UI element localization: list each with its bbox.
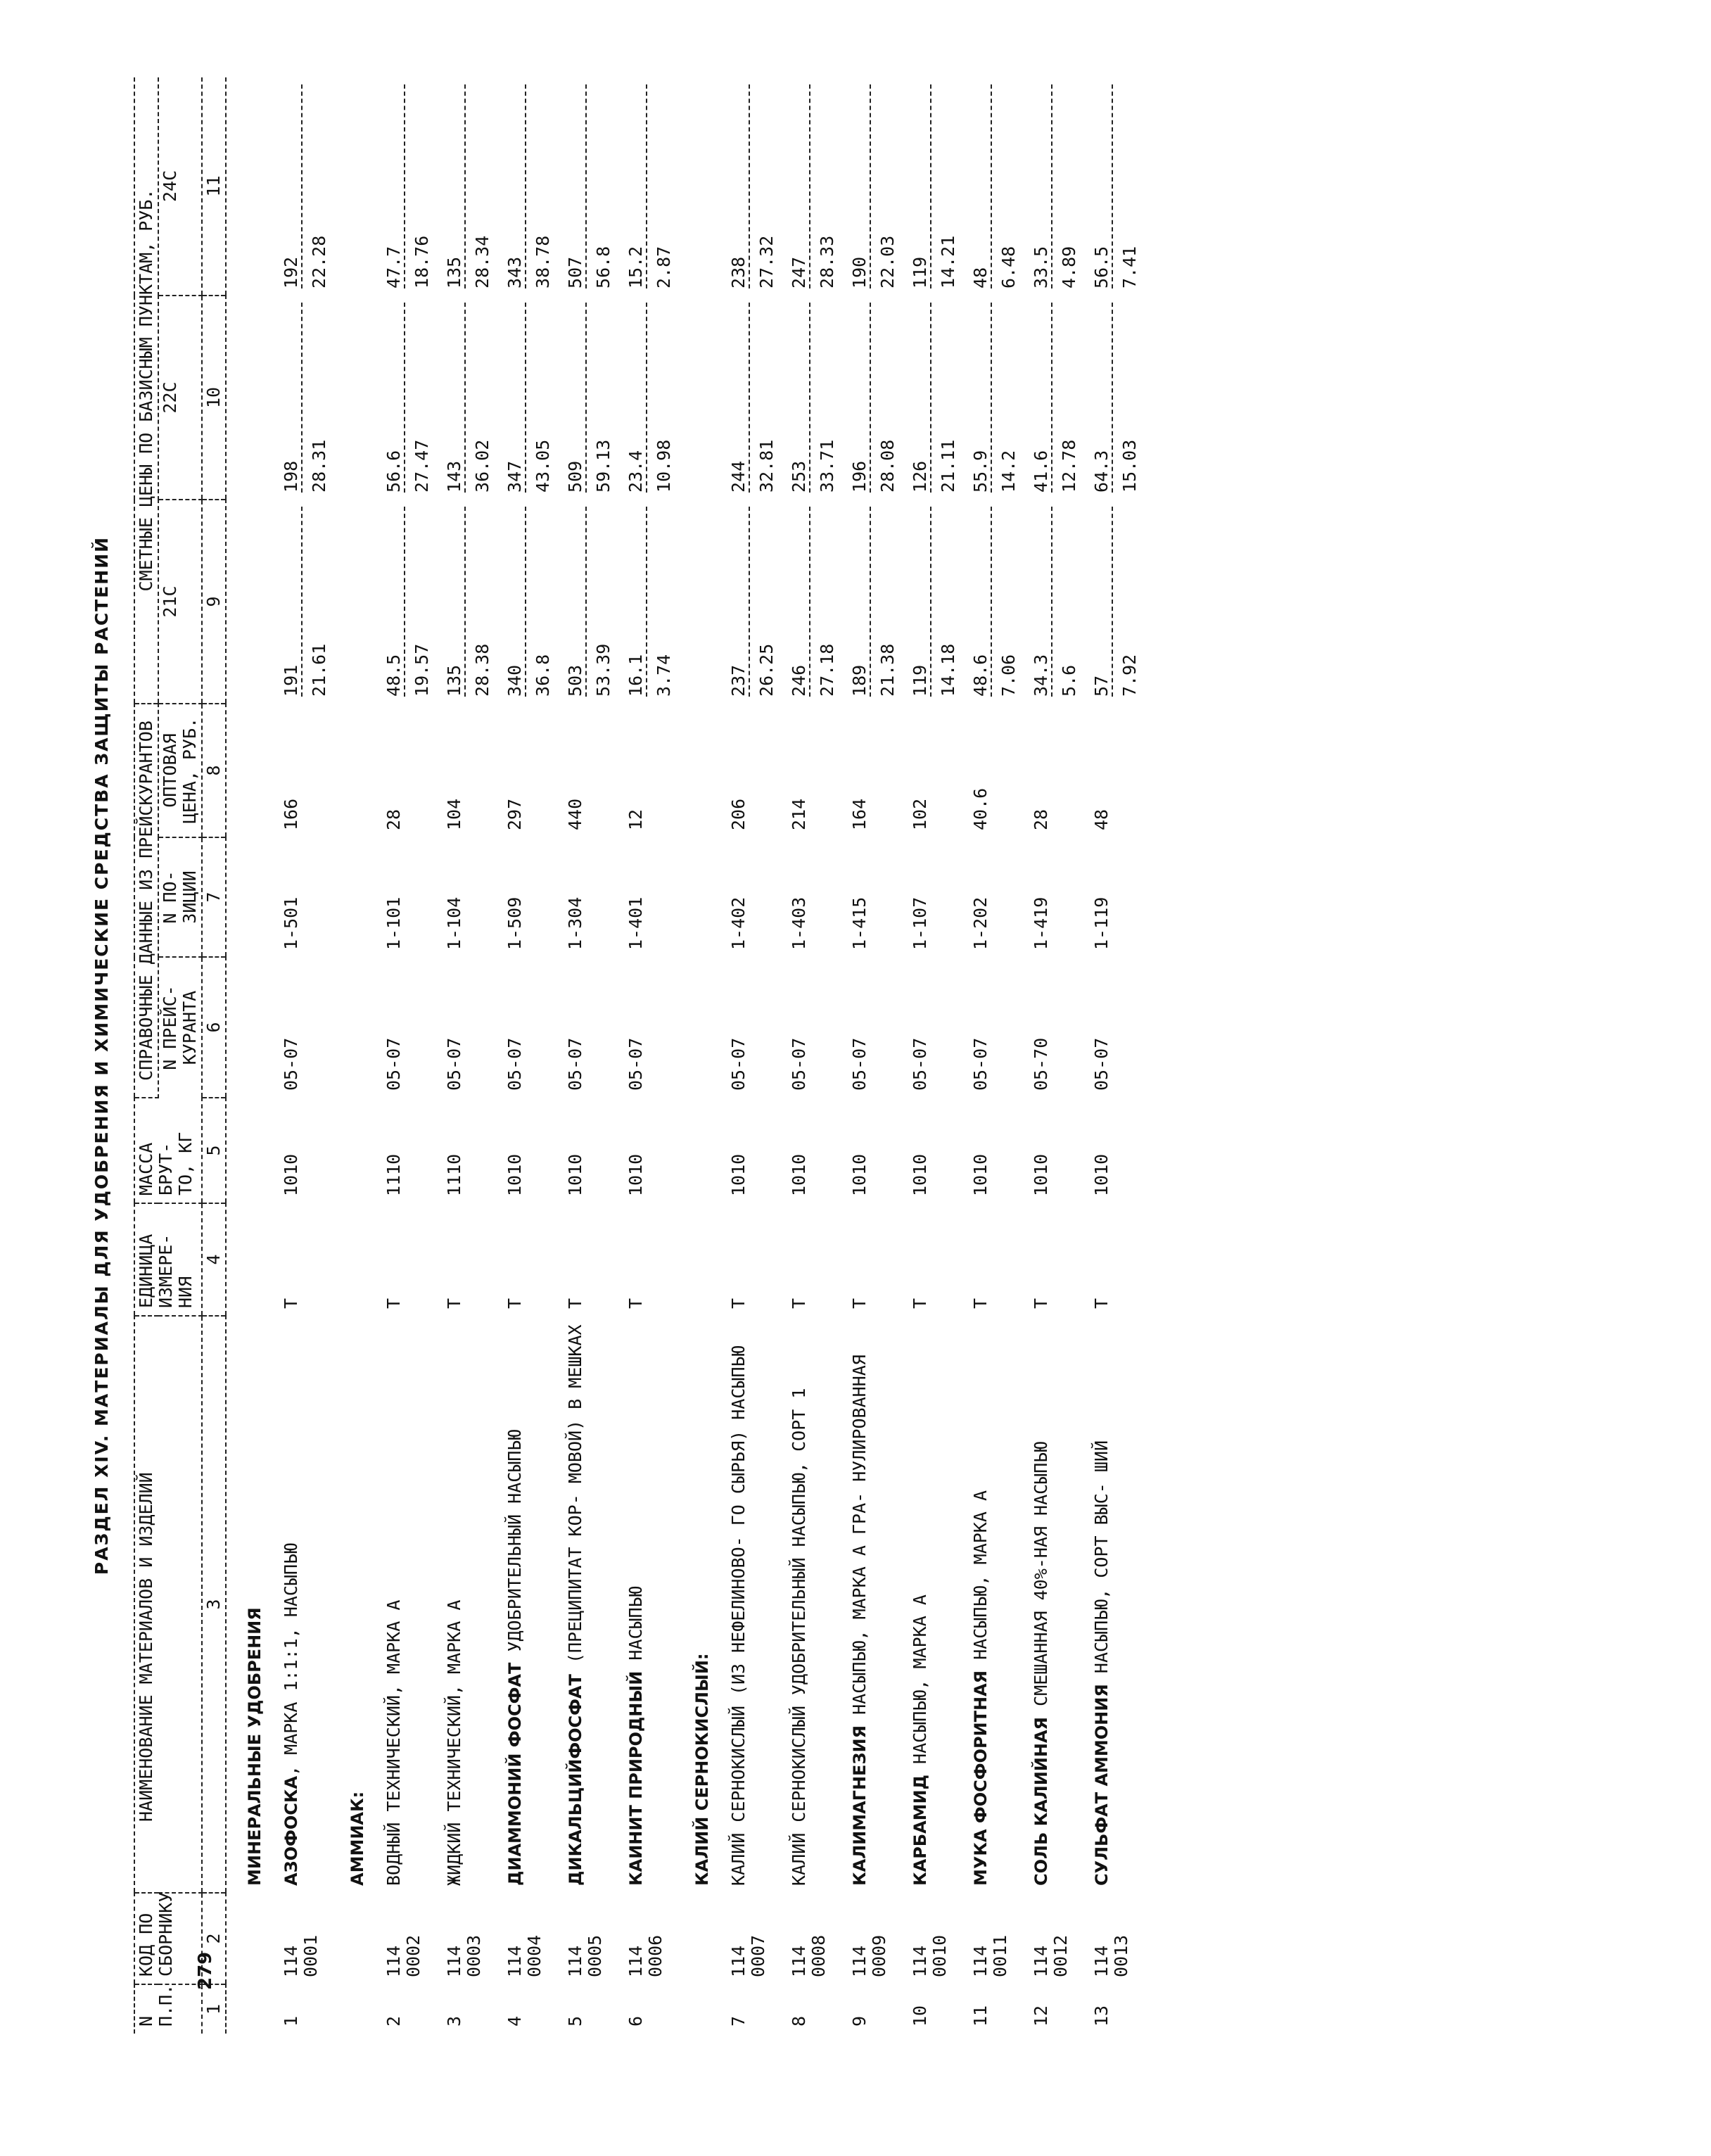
estimated-price: 126 (910, 303, 931, 493)
row-price-p21 (837, 500, 898, 704)
table-row (432, 77, 492, 2034)
row-mass: 1010 (789, 1153, 809, 1196)
row-price-p21 (716, 500, 777, 704)
row-price-p22 (553, 296, 613, 500)
row-name (958, 1316, 1019, 1893)
row-number: 9 (849, 2015, 870, 2027)
header-name: НАИМЕНОВАНИЕ МАТЕРИАЛОВ И ИЗДЕЛИЙ (134, 1316, 202, 1893)
estimated-price: 119 (910, 507, 931, 697)
row-unit: Т (565, 1298, 585, 1309)
transport-cost: 28.31 (309, 439, 329, 493)
transport-cost: 32.81 (756, 439, 777, 493)
header-position: N ПО- ЗИЦИИ (158, 837, 202, 957)
table-row (613, 77, 674, 2034)
row-name (432, 1316, 492, 1893)
header-price-21c: 21С (158, 500, 202, 704)
row-unit: Т (910, 1298, 930, 1309)
transport-cost: 21.61 (309, 643, 329, 697)
transport-cost: 27.32 (756, 235, 777, 288)
estimated-price: 48 (971, 84, 992, 288)
row-position: 1-104 (444, 896, 464, 950)
row-name-bold: МУКА ФОСФОРИТНАЯ (971, 1670, 991, 1886)
transport-cost: 7.06 (998, 654, 1019, 697)
row-mass: 1010 (504, 1153, 525, 1196)
header-price-24c: 24С (158, 77, 202, 296)
header-price-22c: 22С (158, 296, 202, 500)
row-unit: Т (444, 1298, 464, 1309)
row-wholesale: 28 (383, 808, 404, 830)
row-wholesale: 48 (1091, 808, 1112, 830)
row-position: 1-402 (728, 896, 749, 950)
estimated-price: 47.7 (384, 84, 405, 288)
estimated-price: 64.3 (1092, 303, 1113, 493)
transport-cost: 10.98 (654, 439, 674, 493)
row-name-bold: ДИКАЛЬЦИЙФОСФАТ (566, 1674, 585, 1886)
table-body (226, 77, 1140, 2034)
estimated-price: 135 (445, 84, 466, 288)
transport-cost: 38.78 (533, 235, 553, 288)
row-number: 13 (1091, 2005, 1112, 2027)
row-unit: Т (281, 1298, 301, 1309)
table-row (371, 77, 432, 2034)
row-price-p24 (432, 77, 492, 296)
header-mass: МАССА БРУТ- ТО, КГ (134, 1098, 202, 1203)
row-price-p24 (837, 77, 898, 296)
estimated-price: 238 (729, 84, 750, 288)
row-pricelist: 05-07 (849, 1037, 870, 1091)
row-price-p22 (958, 296, 1019, 500)
row-code: 114 0003 (444, 1934, 484, 1977)
col-number: 10 (202, 296, 226, 500)
row-code: 114 0008 (789, 1934, 829, 1977)
row-name-text: КАЛИЙ СЕРНОКИСЛЫЙ УДОБРИТЕЛЬНЫЙ НАСЫПЬЮ, СОРТ 1 (789, 1388, 809, 1886)
row-name-text: ВОДНЫЙ ТЕХНИЧЕСКИЙ, МАРКА А (383, 1599, 404, 1886)
row-mass: 1110 (444, 1153, 464, 1196)
table-row (837, 77, 898, 2034)
row-name-bold: СУЛЬФАТ АММОНИЯ (1092, 1684, 1112, 1886)
estimated-price: 196 (850, 303, 871, 493)
header-wholesale: ОПТОВАЯ ЦЕНА, РУБ. (158, 704, 202, 837)
row-wholesale: 166 (281, 798, 301, 830)
header-prices-group: СМЕТНЫЕ ЦЕНЫ ПО БАЗИСНЫМ ПУНКТАМ, РУБ. (134, 77, 158, 704)
row-name-bold: АЗОФОСКА (281, 1775, 301, 1886)
row-price-p22 (777, 296, 837, 500)
col-number: 5 (202, 1098, 226, 1203)
col-number: 9 (202, 500, 226, 704)
row-price-p21 (371, 500, 432, 704)
transport-cost: 33.71 (817, 439, 837, 493)
table-row (716, 77, 777, 2034)
table-row (898, 77, 958, 2034)
row-position: 1-419 (1031, 896, 1051, 950)
row-name-text: НАСЫПЬЮ, МАРКА А (910, 1594, 930, 1775)
row-wholesale: 297 (504, 798, 525, 830)
row-pricelist: 05-07 (625, 1037, 646, 1091)
estimated-price: 509 (566, 303, 587, 493)
row-position: 1-304 (565, 896, 585, 950)
row-price-p24 (777, 77, 837, 296)
transport-cost: 28.34 (472, 235, 492, 288)
row-price-p21 (269, 500, 329, 704)
col-number: 4 (202, 1203, 226, 1316)
estimated-price: 190 (850, 84, 871, 288)
row-wholesale: 12 (625, 808, 646, 830)
row-price-p24 (613, 77, 674, 296)
row-name-bold: КАРБАМИД (910, 1775, 930, 1886)
estimated-price: 56.6 (384, 303, 405, 493)
row-price-p21 (432, 500, 492, 704)
estimated-price: 247 (789, 84, 810, 288)
row-code: 114 0002 (383, 1934, 424, 1977)
header-num: N П.П. (134, 1984, 202, 2034)
col-number: 1 (202, 1984, 226, 2034)
transport-cost: 56.8 (593, 246, 613, 288)
row-number: 3 (444, 2015, 464, 2027)
row-pricelist: 05-07 (728, 1037, 749, 1091)
row-code: 114 0010 (910, 1934, 950, 1977)
estimated-price: 57 (1092, 507, 1113, 697)
row-wholesale: 104 (444, 798, 464, 830)
transport-cost: 19.57 (412, 643, 432, 697)
transport-cost: 27.47 (412, 439, 432, 493)
row-code: 114 0005 (565, 1934, 605, 1977)
row-code: 114 0013 (1091, 1934, 1131, 1977)
section-heading: КАЛИЙ СЕРНОКИСЛЫЙ: (692, 1653, 712, 1886)
row-mass: 1010 (910, 1153, 930, 1196)
estimated-price: 23.4 (626, 303, 647, 493)
row-name (1079, 1316, 1140, 1893)
row-name-bold: СОЛЬ КАЛИЙНАЯ (1031, 1716, 1051, 1886)
estimated-price: 56.5 (1092, 84, 1113, 288)
row-price-p24 (1019, 77, 1079, 296)
row-code: 114 0006 (625, 1934, 666, 1977)
row-price-p22 (492, 296, 553, 500)
row-name (492, 1316, 553, 1893)
header-unit: ЕДИНИЦА ИЗМЕРЕ- НИЯ (134, 1203, 202, 1316)
row-name-bold: КАИНИТ ПРИРОДНЫЙ (626, 1670, 646, 1886)
row-name (837, 1316, 898, 1893)
estimated-price: 143 (445, 303, 466, 493)
estimated-price: 253 (789, 303, 810, 493)
col-number: 7 (202, 837, 226, 957)
row-number: 11 (970, 2005, 991, 2027)
row-price-p22 (1079, 296, 1140, 500)
row-name (553, 1316, 613, 1893)
transport-cost: 26.25 (756, 643, 777, 697)
table-row (269, 77, 329, 2034)
estimated-price: 48.5 (384, 507, 405, 697)
row-price-p24 (1079, 77, 1140, 296)
transport-cost: 43.05 (533, 439, 553, 493)
row-wholesale: 206 (728, 798, 749, 830)
col-number: 8 (202, 704, 226, 837)
page-number: 279 (195, 1951, 216, 1990)
transport-cost: 27.18 (817, 643, 837, 697)
row-name-text: ЖИДКИЙ ТЕХНИЧЕСКИЙ, МАРКА А (444, 1599, 464, 1886)
row-price-p24 (269, 77, 329, 296)
row-unit: Т (1091, 1298, 1112, 1309)
row-pricelist: 05-70 (1031, 1037, 1051, 1091)
estimated-price: 48.6 (971, 507, 992, 697)
row-wholesale: 440 (565, 798, 585, 830)
transport-cost: 6.48 (998, 246, 1019, 288)
row-mass: 1010 (1091, 1153, 1112, 1196)
row-wholesale: 214 (789, 798, 809, 830)
estimated-price: 34.3 (1031, 507, 1052, 697)
col-number: 6 (202, 957, 226, 1098)
row-name-text: НАСЫПЬЮ, СОРТ ВЫС- ШИЙ (1091, 1440, 1112, 1685)
row-pricelist: 05-07 (910, 1037, 930, 1091)
row-position: 1-509 (504, 896, 525, 950)
row-price-p22 (432, 296, 492, 500)
row-name-text: (ПРЕЦИПИТАТ КОР- МОВОЙ) В МЕШКАХ (565, 1324, 585, 1675)
table-row (1019, 77, 1079, 2034)
section-heading: АММИАК: (348, 1791, 367, 1886)
estimated-price: 55.9 (971, 303, 992, 493)
row-name-text: НАСЫПЬЮ, МАРКА А (970, 1490, 991, 1670)
estimated-price: 192 (281, 84, 303, 288)
row-unit: Т (789, 1298, 809, 1309)
transport-cost: 21.11 (938, 439, 958, 493)
transport-cost: 28.08 (877, 439, 898, 493)
estimated-price: 237 (729, 507, 750, 697)
table-row (958, 77, 1019, 2034)
row-position: 1-202 (970, 896, 991, 950)
row-pricelist: 05-07 (565, 1037, 585, 1091)
estimated-price: 33.5 (1031, 84, 1052, 288)
row-price-p24 (716, 77, 777, 296)
row-price-p21 (777, 500, 837, 704)
row-number: 2 (383, 2015, 404, 2027)
row-name (613, 1316, 674, 1893)
row-number: 1 (281, 2015, 301, 2027)
row-pricelist: 05-07 (504, 1037, 525, 1091)
row-name-bold: ДИАММОНИЙ ФОСФАТ (505, 1662, 525, 1886)
row-name-text: , МАРКА 1:1:1, НАСЫПЬЮ (281, 1542, 301, 1776)
row-price-p24 (371, 77, 432, 296)
row-name-text: УДОБРИТЕЛЬНЫЙ НАСЫПЬЮ (504, 1429, 525, 1663)
row-price-p24 (958, 77, 1019, 296)
estimated-price: 16.1 (626, 507, 647, 697)
transport-cost: 5.6 (1059, 664, 1079, 697)
row-name-text: НАСЫПЬЮ, МАРКА А ГРА- НУЛИРОВАННАЯ (849, 1355, 870, 1725)
estimated-price: 191 (281, 507, 303, 697)
estimated-price: 507 (566, 84, 587, 288)
row-price-p22 (1019, 296, 1079, 500)
transport-cost: 36.8 (533, 654, 553, 697)
row-name (371, 1316, 432, 1893)
transport-cost: 22.03 (877, 235, 898, 288)
table-row (492, 77, 553, 2034)
page-title: РАЗДЕЛ XIV. МАТЕРИАЛЫ ДЛЯ УДОБРЕНИЯ И ХИМИЧЕСКИЕ СРЕДСТВА ЗАЩИТЫ РАСТЕНИЙ (91, 535, 112, 1575)
transport-cost: 14.2 (998, 450, 1019, 493)
rotated-table-block (84, 77, 1711, 2034)
row-price-p22 (371, 296, 432, 500)
estimated-price: 41.6 (1031, 303, 1052, 493)
table-row (777, 77, 837, 2034)
table-row (553, 77, 613, 2034)
row-wholesale: 102 (910, 798, 930, 830)
row-position: 1-403 (789, 896, 809, 950)
row-code: 114 0009 (849, 1934, 889, 1977)
row-price-p24 (553, 77, 613, 296)
row-position: 1-415 (849, 896, 870, 950)
row-unit: Т (970, 1298, 991, 1309)
transport-cost: 14.18 (938, 643, 958, 697)
row-code: 114 0007 (728, 1934, 768, 1977)
row-position: 1-119 (1091, 896, 1112, 950)
row-code: 114 0001 (281, 1934, 321, 1977)
transport-cost: 28.33 (817, 235, 837, 288)
transport-cost: 22.28 (309, 235, 329, 288)
transport-cost: 12.78 (1059, 439, 1079, 493)
row-number: 5 (565, 2015, 585, 2027)
row-price-p21 (1079, 500, 1140, 704)
transport-cost: 3.74 (654, 654, 674, 697)
estimated-price: 340 (505, 507, 526, 697)
header-code: КОД ПО СБОРНИКУ (134, 1893, 202, 1984)
row-name (1019, 1316, 1079, 1893)
row-pricelist: 05-07 (789, 1037, 809, 1091)
row-price-p24 (898, 77, 958, 296)
row-mass: 1010 (625, 1153, 646, 1196)
row-pricelist: 05-07 (383, 1037, 404, 1091)
estimated-price: 343 (505, 84, 526, 288)
row-number: 8 (789, 2015, 809, 2027)
estimated-price: 135 (445, 507, 466, 697)
row-code: 114 0011 (970, 1934, 1010, 1977)
transport-cost: 14.21 (938, 235, 958, 288)
row-name (777, 1316, 837, 1893)
transport-cost: 53.39 (593, 643, 613, 697)
row-number: 6 (625, 2015, 646, 2027)
transport-cost: 28.38 (472, 643, 492, 697)
row-position: 1-501 (281, 896, 301, 950)
row-pricelist: 05-07 (1091, 1037, 1112, 1091)
row-mass: 1010 (565, 1153, 585, 1196)
row-mass: 1010 (970, 1153, 991, 1196)
row-number: 12 (1031, 2005, 1051, 2027)
row-wholesale: 28 (1031, 808, 1051, 830)
row-unit: Т (728, 1298, 749, 1309)
row-price-p21 (898, 500, 958, 704)
row-name-text: КАЛИЙ СЕРНОКИСЛЫЙ (ИЗ НЕФЕЛИНОВО- ГО СЫРЬЯ) НАСЫПЬЮ (728, 1345, 749, 1886)
estimated-price: 347 (505, 303, 526, 493)
row-price-p21 (1019, 500, 1079, 704)
transport-cost: 21.38 (877, 643, 898, 697)
row-position: 1-107 (910, 896, 930, 950)
row-name-text: СМЕШАННАЯ 40%-НАЯ НАСЫПЬЮ (1031, 1441, 1051, 1717)
row-name-bold: КАЛИМАГНЕЗИЯ (850, 1725, 870, 1886)
row-price-p21 (613, 500, 674, 704)
row-position: 1-101 (383, 896, 404, 950)
row-unit: Т (1031, 1298, 1051, 1309)
section-heading: МИНЕРАЛЬНЫЕ УДОБРЕНИЯ (245, 1607, 265, 1886)
row-price-p22 (837, 296, 898, 500)
row-pricelist: 05-07 (281, 1037, 301, 1091)
transport-cost: 36.02 (472, 439, 492, 493)
row-mass: 1010 (849, 1153, 870, 1196)
row-code: 114 0012 (1031, 1934, 1071, 1977)
row-code: 114 0004 (504, 1934, 545, 1977)
estimated-price: 246 (789, 507, 810, 697)
transport-cost: 59.13 (593, 439, 613, 493)
estimated-price: 503 (566, 507, 587, 697)
row-unit: Т (849, 1298, 870, 1309)
estimated-price: 15.2 (626, 84, 647, 288)
row-wholesale: 164 (849, 798, 870, 830)
estimated-price: 244 (729, 303, 750, 493)
row-price-p21 (492, 500, 553, 704)
row-mass: 1110 (383, 1153, 404, 1196)
row-unit: Т (383, 1298, 404, 1309)
row-unit: Т (625, 1298, 646, 1309)
col-number: 11 (202, 77, 226, 296)
row-pricelist: 05-07 (444, 1037, 464, 1091)
row-pricelist: 05-07 (970, 1037, 991, 1091)
transport-cost: 7.41 (1119, 246, 1140, 288)
price-table (134, 77, 1140, 2034)
row-mass: 1010 (728, 1153, 749, 1196)
header-pricelist: N ПРЕЙС- КУРАНТА (160, 985, 200, 1070)
row-number: 7 (728, 2015, 749, 2027)
row-number: 4 (504, 2015, 525, 2027)
estimated-price: 198 (281, 303, 303, 493)
row-name (716, 1316, 777, 1893)
row-mass: 1010 (1031, 1153, 1051, 1196)
row-price-p21 (553, 500, 613, 704)
transport-cost: 7.92 (1119, 654, 1140, 697)
row-name (898, 1316, 958, 1893)
row-price-p22 (269, 296, 329, 500)
row-number: 10 (910, 2005, 930, 2027)
row-unit: Т (504, 1298, 525, 1309)
row-price-p24 (492, 77, 553, 296)
transport-cost: 15.03 (1119, 439, 1140, 493)
row-price-p22 (613, 296, 674, 500)
col-number: 2 (202, 1893, 226, 1984)
table-row (1079, 77, 1140, 2034)
row-wholesale: 40.6 (970, 787, 991, 830)
col-number: 3 (202, 1316, 226, 1893)
estimated-price: 189 (850, 507, 871, 697)
row-position: 1-401 (625, 896, 646, 950)
row-name (269, 1316, 329, 1893)
row-name-text: НАСЫПЬЮ (625, 1586, 646, 1671)
header-reference-group: СПРАВОЧНЫЕ ДАННЫЕ ИЗ ПРЕЙСКУРАНТОВ (134, 704, 158, 1098)
row-mass: 1010 (281, 1153, 301, 1196)
row-price-p22 (898, 296, 958, 500)
transport-cost: 2.87 (654, 246, 674, 288)
estimated-price: 119 (910, 84, 931, 288)
transport-cost: 18.76 (412, 235, 432, 288)
row-price-p22 (716, 296, 777, 500)
row-price-p21 (958, 500, 1019, 704)
transport-cost: 4.89 (1059, 246, 1079, 288)
